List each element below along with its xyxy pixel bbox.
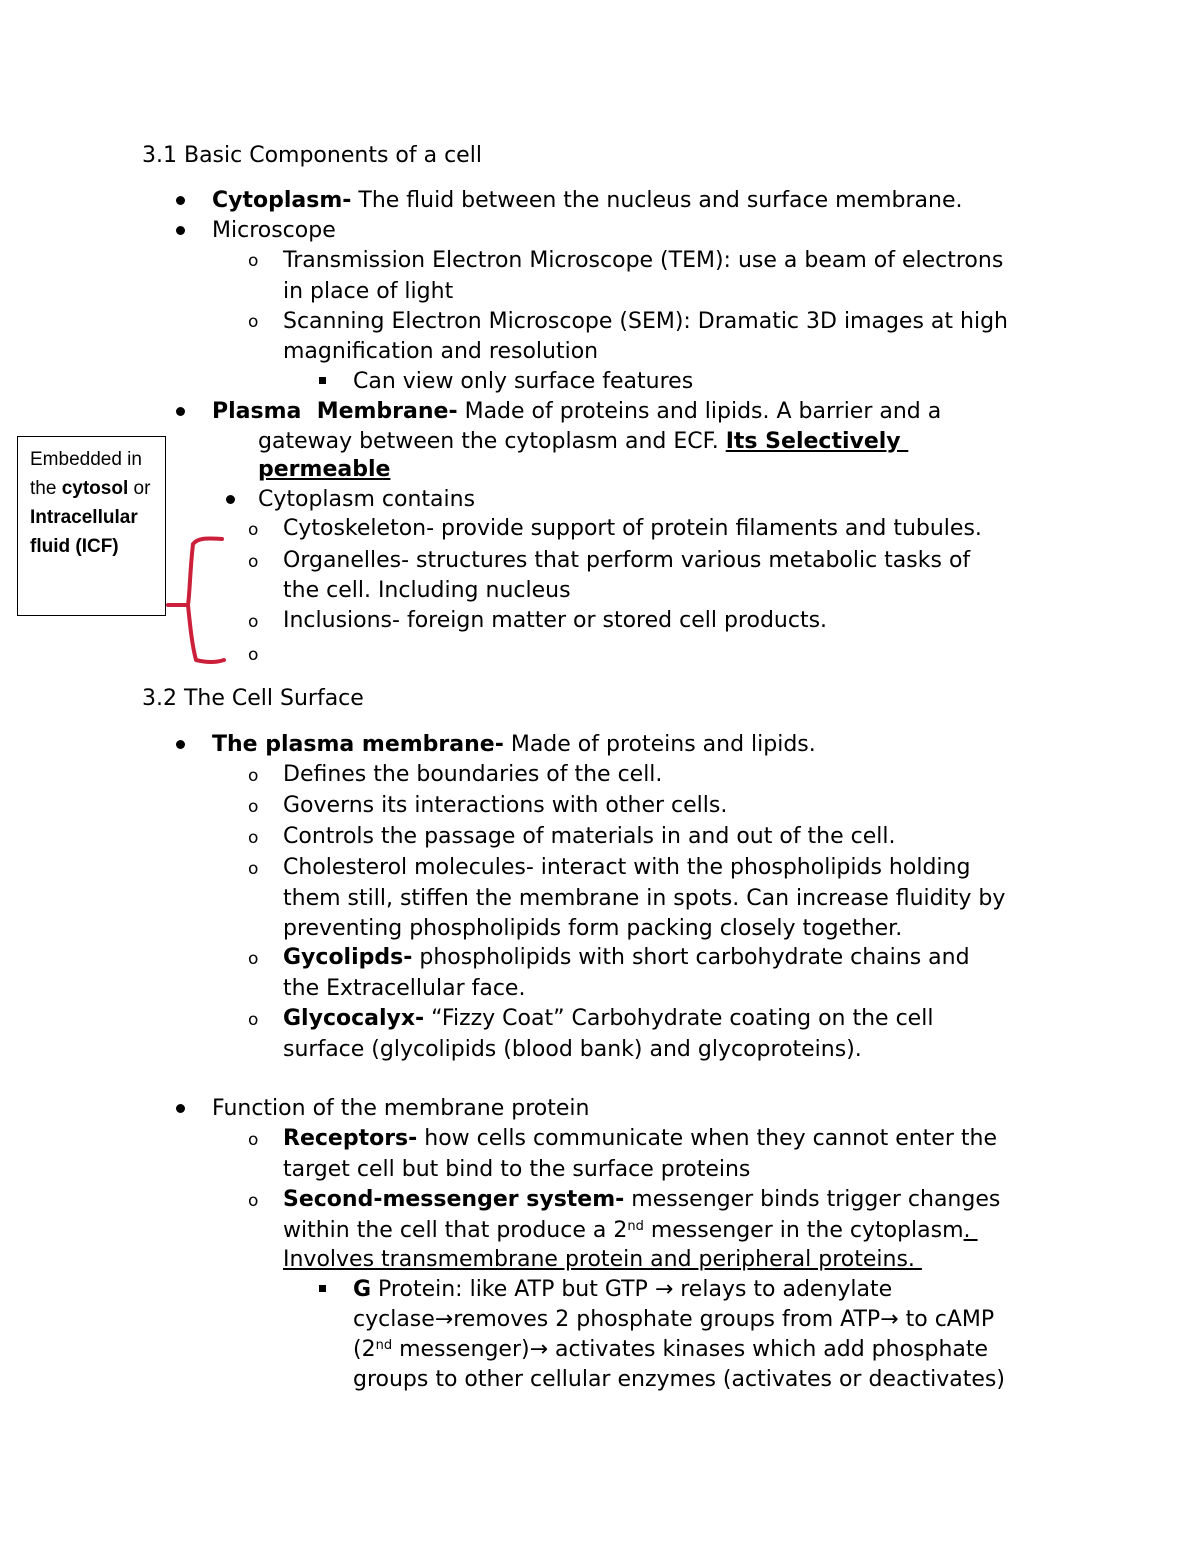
- organelles-line-2: the cell. Including nucleus: [283, 578, 571, 603]
- defines-item: Defines the boundaries of the cell.: [283, 762, 663, 787]
- inclusions-item: Inclusions- foreign matter or stored cell products.: [283, 608, 828, 633]
- text: messenger in the cytoplasm: [643, 1218, 964, 1243]
- definition: messenger binds trigger changes: [624, 1187, 1001, 1212]
- term: Plasma Membrane-: [212, 399, 458, 424]
- second-messenger-line-1: [283, 1185, 1000, 1215]
- bullet-disc: [176, 407, 185, 416]
- term: The plasma membrane-: [212, 732, 504, 757]
- bullet-circle: o: [248, 645, 259, 665]
- function-item: Function of the membrane protein: [212, 1096, 590, 1121]
- callout-text: the: [30, 478, 62, 499]
- bullet-square: [319, 377, 326, 384]
- tem-line-2: in place of light: [283, 279, 454, 304]
- bullet-disc: [176, 1104, 185, 1113]
- sem-line-1: Scanning Electron Microscope (SEM): Dramatic 3D images at high: [283, 309, 1008, 334]
- bullet-circle: o: [248, 797, 259, 817]
- definition: Made of proteins and lipids.: [503, 732, 816, 757]
- g-protein-line-3: [353, 1335, 988, 1365]
- bullet-circle: o: [248, 1010, 259, 1030]
- sem-sub-item: Can view only surface features: [353, 369, 694, 394]
- bullet-circle: o: [248, 552, 259, 572]
- controls-item: Controls the passage of materials in and out of the cell.: [283, 824, 896, 849]
- bullet-circle: o: [248, 312, 259, 332]
- g-protein-line-1: [353, 1275, 892, 1305]
- term: Second-messenger system-: [283, 1187, 625, 1212]
- definition: Protein: like ATP but GTP → relays to adenylate: [371, 1277, 893, 1302]
- plasma-membrane-line-1: [212, 397, 941, 427]
- plasma-membrane-item: [212, 730, 816, 760]
- bullet-circle: o: [248, 1130, 259, 1150]
- cholesterol-line-2: them still, stiffen the membrane in spots. Can increase fluidity by: [283, 886, 1006, 911]
- text: messenger)→ activates kinases which add phosphate: [392, 1337, 989, 1362]
- superscript: nd: [375, 1338, 393, 1353]
- underlined-text: .: [963, 1218, 978, 1243]
- governs-item: Governs its interactions with other cells.: [283, 793, 728, 818]
- callout-line-1: Embedded in: [30, 449, 142, 470]
- bullet-disc: [176, 226, 185, 235]
- definition: gateway between the cytoplasm and ECF.: [258, 429, 726, 454]
- definition: Made of proteins and lipids. A barrier and a: [457, 399, 942, 424]
- microscope-item: Microscope: [212, 218, 336, 243]
- term: Gycolipds-: [283, 945, 413, 970]
- section-heading-3-1: 3.1 Basic Components of a cell: [142, 143, 482, 168]
- bullet-circle: o: [248, 1191, 259, 1211]
- emphasis: Its Selectively: [725, 429, 909, 454]
- term: G: [353, 1277, 372, 1302]
- definition: how cells communicate when they cannot enter the: [417, 1126, 997, 1151]
- section-heading-3-2: 3.2 The Cell Surface: [142, 686, 364, 711]
- gycolipids-line-1: [283, 943, 970, 973]
- emphasis: permeable: [258, 457, 391, 482]
- receptors-line-1: [283, 1124, 997, 1154]
- definition: phospholipids with short carbohydrate chains and: [412, 945, 970, 970]
- g-protein-line-2: cyclase→removes 2 phosphate groups from ATP→ to cAMP: [353, 1307, 995, 1332]
- callout-line-4: fluid (ICF): [30, 536, 119, 557]
- gycolipids-line-2: the Extracellular face.: [283, 976, 526, 1001]
- bullet-disc: [176, 740, 185, 749]
- bullet-circle: o: [248, 520, 259, 540]
- tem-line-1: Transmission Electron Microscope (TEM): use a beam of electrons: [283, 248, 1004, 273]
- callout-line-2: [30, 474, 165, 503]
- bullet-disc: [226, 495, 235, 504]
- bullet-disc: [176, 196, 185, 205]
- cytoplasm-item: [212, 186, 962, 216]
- cytoskeleton-item: Cytoskeleton- provide support of protein filaments and tubules.: [283, 516, 982, 541]
- term: Receptors-: [283, 1126, 418, 1151]
- bullet-circle: o: [248, 251, 259, 271]
- callout-text: or: [128, 478, 151, 499]
- bullet-square: [319, 1285, 326, 1292]
- term: Cytoplasm-: [212, 188, 352, 213]
- organelles-line-1: Organelles- structures that perform various metabolic tasks of: [283, 548, 971, 573]
- receptors-line-2: target cell but bind to the surface proteins: [283, 1157, 751, 1182]
- red-bracket-annotation: [160, 530, 230, 670]
- plasma-membrane-line-3: [258, 455, 390, 485]
- callout-bold-text: cytosol: [61, 478, 129, 499]
- callout-line-3: Intracellular: [30, 507, 138, 528]
- superscript: nd: [627, 1219, 644, 1234]
- sem-line-2: magnification and resolution: [283, 339, 599, 364]
- bullet-circle: o: [248, 859, 259, 879]
- cytoplasm-contains-item: Cytoplasm contains: [258, 487, 476, 512]
- g-protein-line-4: groups to other cellular enzymes (activates or deactivates): [353, 1367, 1005, 1392]
- plasma-membrane-line-2: [258, 427, 908, 457]
- bullet-circle: o: [248, 949, 259, 969]
- glycocalyx-line-2: surface (glycolipids (blood bank) and glycoproteins).: [283, 1037, 862, 1062]
- bullet-circle: o: [248, 612, 259, 632]
- bracket-stroke: [168, 539, 224, 662]
- glycocalyx-line-1: [283, 1004, 933, 1034]
- text: within the cell that produce a 2: [283, 1218, 628, 1243]
- bullet-circle: o: [248, 828, 259, 848]
- second-messenger-line-2: [283, 1216, 978, 1246]
- term: Glycocalyx-: [283, 1006, 425, 1031]
- bullet-circle: o: [248, 766, 259, 786]
- callout-box: [17, 436, 166, 616]
- cholesterol-line-3: preventing phospholipids form packing closely together.: [283, 916, 903, 941]
- definition: “Fizzy Coat” Carbohydrate coating on the cell: [424, 1006, 934, 1031]
- definition: The fluid between the nucleus and surface membrane.: [351, 188, 963, 213]
- cholesterol-line-1: Cholesterol molecules- interact with the phospholipids holding: [283, 855, 971, 880]
- second-messenger-line-3: Involves transmembrane protein and peripheral proteins.: [283, 1247, 922, 1272]
- text: (2: [353, 1337, 376, 1362]
